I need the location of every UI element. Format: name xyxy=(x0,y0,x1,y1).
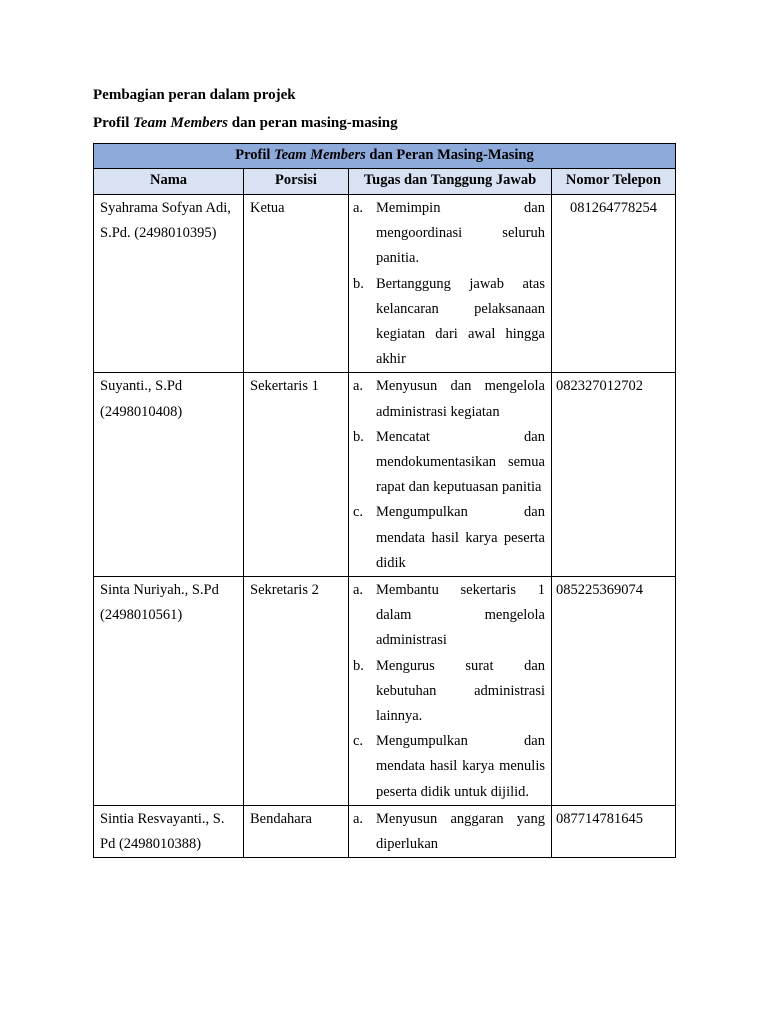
member-name: Syahrama Sofyan Adi, S.Pd. (2498010395) xyxy=(94,195,244,373)
task-text: Mengumpulkan dan mendata hasil karya menulis peserta didik untuk dijilid. xyxy=(376,733,545,800)
task-marker: c. xyxy=(353,504,364,521)
task-item xyxy=(353,500,545,576)
task-marker: a. xyxy=(353,378,364,395)
member-phone: 081264778254 xyxy=(552,195,676,373)
member-role: Ketua xyxy=(244,195,349,373)
member-phone: 087714781645 xyxy=(552,805,676,857)
table-row xyxy=(94,373,676,577)
task-marker: b. xyxy=(353,657,364,674)
task-item xyxy=(353,807,545,857)
member-phone: 082327012702 xyxy=(552,373,676,577)
member-tasks xyxy=(349,577,552,806)
subheading-text-pre: Profil xyxy=(93,115,134,131)
table-title-post: dan Peran Masing-Masing xyxy=(365,147,534,163)
task-marker: a. xyxy=(353,200,364,216)
task-item xyxy=(353,578,545,654)
section-heading: Pembagian peran dalam projek xyxy=(93,87,296,103)
task-item xyxy=(353,196,545,272)
task-marker: b. xyxy=(353,428,364,445)
task-text: Membantu sekertaris 1 dalam mengelola administrasi xyxy=(376,582,545,649)
table-title-row xyxy=(94,144,676,169)
subheading-text-em: Team Members xyxy=(133,115,228,131)
task-marker: b. xyxy=(353,275,364,292)
subheading-text-post: dan peran masing-masing xyxy=(228,115,398,131)
table-title xyxy=(94,144,676,169)
task-marker: a. xyxy=(353,810,364,827)
table-row xyxy=(94,195,676,373)
member-role: Sekretaris 2 xyxy=(244,577,349,806)
task-item xyxy=(353,272,545,373)
column-header-nama: Nama xyxy=(94,169,244,195)
member-tasks xyxy=(349,805,552,857)
task-list xyxy=(353,578,545,805)
task-item xyxy=(353,654,545,730)
member-name: Sinta Nuriyah., S.Pd (2498010561) xyxy=(94,577,244,806)
task-list xyxy=(353,374,545,576)
task-text: Bertanggung jawab atas kelancaran pelaksanaan kegiatan dari awal hingga akhir xyxy=(376,275,545,368)
member-name: Suyanti., S.Pd (2498010408) xyxy=(94,373,244,577)
column-header-telepon: Nomor Telepon xyxy=(552,169,676,195)
task-text: Mencatat dan mendokumentasikan semua rapat dan keputuasan panitia xyxy=(376,428,545,496)
table-body xyxy=(94,195,676,858)
member-role: Bendahara xyxy=(244,805,349,857)
member-name: Sintia Resvayanti., S. Pd (2498010388) xyxy=(94,805,244,857)
column-header-tugas: Tugas dan Tanggung Jawab xyxy=(349,169,552,195)
task-marker: c. xyxy=(353,733,364,750)
table-title-em: Team Members xyxy=(274,147,366,163)
section-subheading xyxy=(93,115,398,132)
table-title-pre: Profil xyxy=(235,147,275,163)
member-phone: 085225369074 xyxy=(552,577,676,806)
task-item xyxy=(353,729,545,805)
task-marker: a. xyxy=(353,582,364,599)
task-item xyxy=(353,425,545,501)
task-text: Mengumpulkan dan mendata hasil karya peserta didik xyxy=(376,504,545,571)
task-text: Menyusun anggaran yang diperlukan xyxy=(376,810,545,853)
member-role: Sekertaris 1 xyxy=(244,373,349,577)
task-text: Memimpin dan mengoordinasi seluruh panitia. xyxy=(376,200,545,267)
member-tasks xyxy=(349,373,552,577)
table-row xyxy=(94,577,676,806)
task-text: Menyusun dan mengelola administrasi kegiatan xyxy=(376,378,545,420)
task-item xyxy=(353,374,545,424)
task-list xyxy=(353,196,545,372)
team-members-table xyxy=(93,143,676,858)
table-header-row xyxy=(94,169,676,195)
task-list xyxy=(353,807,545,857)
task-text: Mengurus surat dan kebutuhan administrasi lainnya. xyxy=(376,657,545,725)
table-row xyxy=(94,805,676,857)
column-header-porsisi: Porsisi xyxy=(244,169,349,195)
member-tasks xyxy=(349,195,552,373)
